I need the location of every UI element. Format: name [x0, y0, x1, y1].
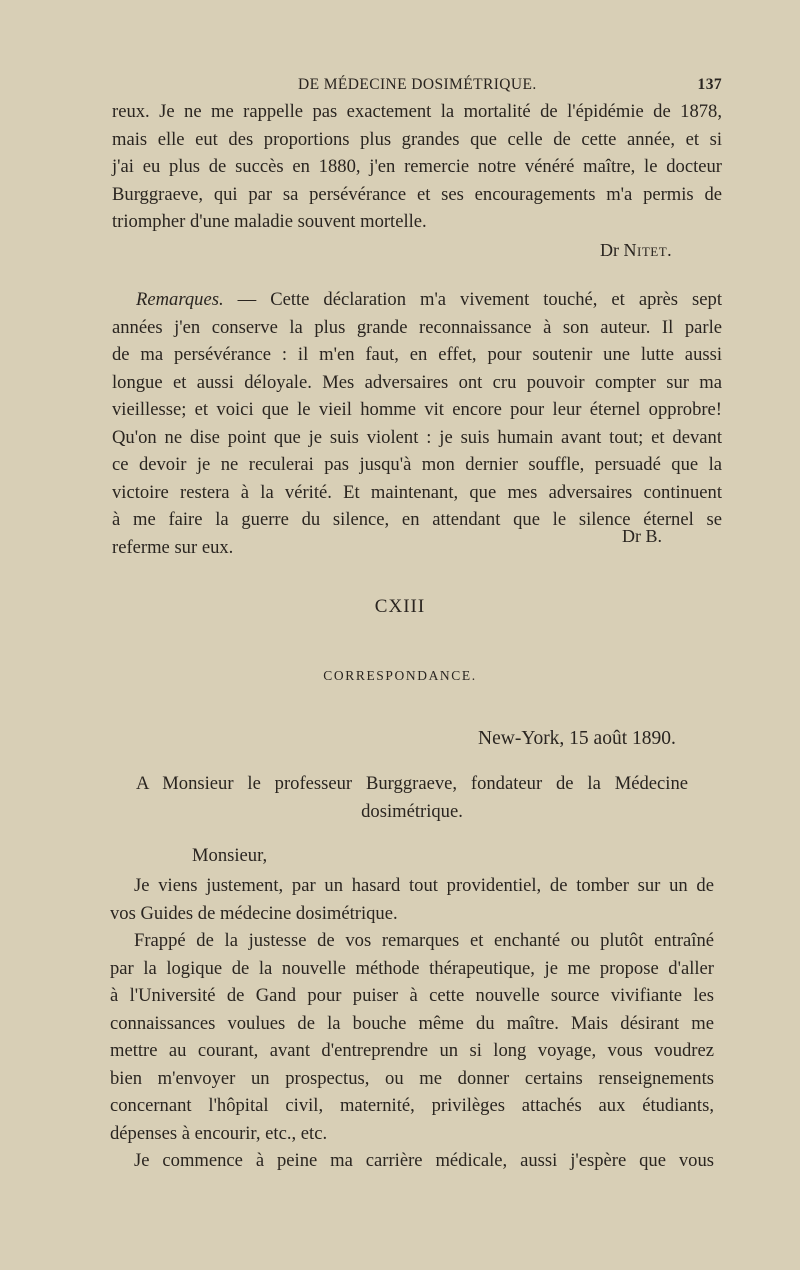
- text-line: Frappé de la justesse de vos remarques et enchanté ou plutôt entraîné: [134, 930, 714, 951]
- text-line: connaissances voulues de la bouche même du maître. Mais désirant me: [110, 1012, 714, 1034]
- text-line: années j'en conserve la plus grande reconnaissance à son auteur. Il parle: [112, 316, 722, 338]
- section-title: CORRESPONDANCE.: [323, 668, 477, 683]
- text-line: referme sur eux.: [112, 536, 234, 558]
- text-line: triompher d'une maladie souvent mortelle.: [112, 211, 427, 232]
- section-number: CXIII: [374, 596, 426, 617]
- text-line: j'ai eu plus de succès en 1880, j'en remercie notre vénéré maître, le docteur: [112, 156, 722, 177]
- text-line: Qu'on ne dise point que je suis violent : je suis humain avant tout; et devant: [112, 426, 722, 448]
- text-line: ce devoir je ne reculerai pas jusqu'à mon dernier souffle, persuadé que la: [112, 454, 722, 475]
- dateline: New-York, 15 août 1890.: [478, 728, 676, 749]
- text-line: victoire restera à la vérité. Et maintenant, que mes adversaires continuent: [112, 481, 722, 503]
- text-line: reux. Je ne me rappelle pas exactement la mortalité de l'épidémie de 1878,: [112, 101, 722, 122]
- text-line: concernant l'hôpital civil, maternité, privilèges attachés aux étudiants,: [110, 1095, 714, 1116]
- remarks-paragraph: [112, 286, 722, 561]
- text-line: mais elle eut des proportions plus grandes que celle de cette année, et si: [112, 128, 722, 150]
- signature-prefix: Dr: [600, 240, 619, 260]
- signature-name: Nitet.: [623, 240, 673, 260]
- text-line: dépenses à encourir, etc., etc.: [110, 1122, 328, 1144]
- text-line: Remarques. — Cette déclaration m'a vivement touché, et après sept: [136, 289, 722, 310]
- running-title: DE MÉDECINE DOSIMÉTRIQUE.: [298, 76, 537, 93]
- text-line: Je commence à peine ma carrière médicale, aussi j'espère que vous: [134, 1150, 714, 1171]
- signature-dr-b: Dr B.: [622, 526, 662, 546]
- text-line: longue et aussi déloyale. Mes adversaires ont cru pouvoir compter sur ma: [112, 371, 722, 393]
- text-line: à me faire la guerre du silence, en attendant que le silence éternel se: [112, 509, 722, 530]
- address-line: A Monsieur le professeur Burggraeve, fondateur de la Médecine: [136, 773, 688, 794]
- text-line: par la logique de la nouvelle méthode thérapeutique, je me propose d'aller: [110, 957, 714, 979]
- remarks-label: Remarques.: [136, 289, 224, 310]
- letter-body: [110, 872, 714, 1175]
- text-line: vos Guides de médecine dosimétrique.: [110, 902, 398, 924]
- text-line: de ma persévérance : il m'en faut, en effet, pour soutenir une lutte aussi: [112, 344, 722, 365]
- text-line: bien m'envoyer un prospectus, ou me donner certains renseignements: [110, 1067, 714, 1089]
- text-line: mettre au courant, avant d'entreprendre un si long voyage, vous voudrez: [110, 1040, 714, 1061]
- letter-continuation: [112, 98, 722, 236]
- text-line: Je viens justement, par un hasard tout providentiel, de tomber sur un de: [134, 875, 714, 896]
- address: [136, 770, 688, 798]
- salutation: Monsieur,: [192, 845, 268, 866]
- page-number: 137: [697, 76, 722, 93]
- text-line: Burggraeve, qui par sa persévérance et ses encouragements m'a permis de: [112, 183, 722, 205]
- address-line: dosimétrique.: [361, 801, 463, 822]
- text-line: vieillesse; et voici que le vieil homme vit encore pour leur éternel opprobre!: [112, 399, 722, 420]
- signature-nitet: [600, 240, 672, 261]
- text-line: à l'Université de Gand pour puiser à cette nouvelle source vivifiante les: [110, 985, 714, 1006]
